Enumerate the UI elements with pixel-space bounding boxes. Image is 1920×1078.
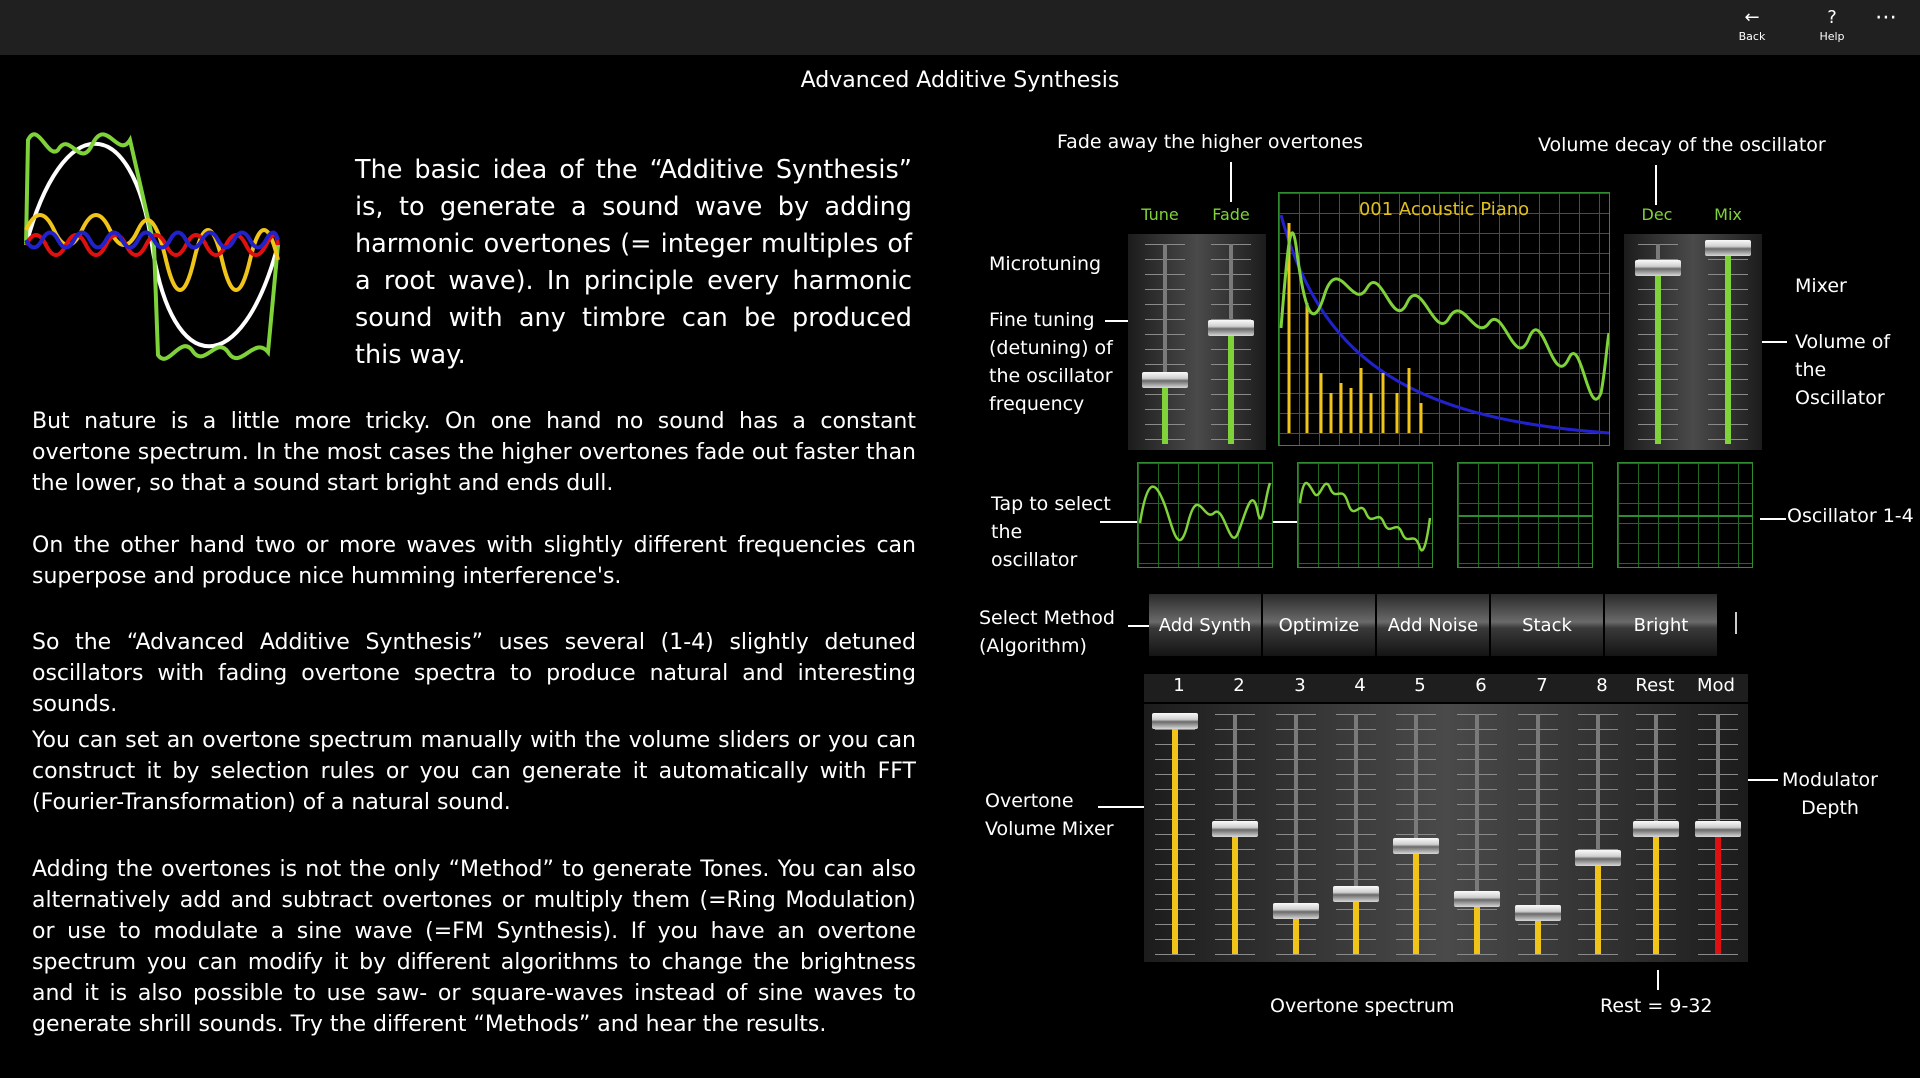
label-mixer: Mixer: [1795, 275, 1847, 297]
slider-fill: [1162, 380, 1168, 444]
more-icon: ⋯: [1875, 5, 1897, 30]
slider-label-mix: Mix: [1714, 205, 1742, 224]
envelope-wave: [1281, 233, 1609, 399]
slider-tick: [1518, 954, 1558, 955]
slider-label-fade: Fade: [1212, 205, 1250, 224]
slider-tick: [1215, 954, 1255, 955]
pointer-line: [1230, 162, 1232, 202]
help-button[interactable]: ? Help: [1802, 8, 1862, 50]
label-select-method: Select Method (Algorithm): [979, 607, 1115, 657]
slider-fill: [1413, 846, 1419, 954]
overtone-label-8: 8: [1596, 675, 1608, 696]
label-tap-select: Tap to select the oscillator: [991, 493, 1111, 571]
method-add-noise-button[interactable]: Add Noise: [1377, 594, 1489, 656]
label-overtone-spectrum: Overtone spectrum: [1270, 995, 1455, 1017]
overtone-label-7: 7: [1536, 675, 1548, 696]
slider-knob[interactable]: [1633, 821, 1679, 837]
slider-knob[interactable]: [1212, 821, 1258, 837]
intro-paragraph: The basic idea of the “Additive Synthesis” is, to generate a sound wave by adding harmonic overtones (= integer multiples of a root wave). In principle every harmonic sound with any timbre can be produced this way.: [355, 155, 912, 370]
label-fine-tuning: Fine tuning (detuning) of the oscillator frequency: [989, 309, 1113, 415]
oscillator-4[interactable]: [1617, 462, 1753, 568]
slider-knob[interactable]: [1393, 838, 1439, 854]
slider-knob[interactable]: [1152, 713, 1198, 729]
slider-tick: [1578, 954, 1618, 955]
method-add-synth-button[interactable]: Add Synth: [1149, 594, 1261, 656]
overtone-label-1: 1: [1173, 675, 1185, 696]
method-optimize-button[interactable]: Optimize: [1263, 594, 1375, 656]
slider-tick: [1276, 954, 1316, 955]
paragraph-3: So the “Advanced Additive Synthesis” uses several (1-4) slightly detuned oscillators with fading overtone spectra to produce natural and interesting sounds.: [32, 630, 916, 717]
slider-knob[interactable]: [1695, 821, 1741, 837]
label-overtone-mixer: Overtone Volume Mixer: [985, 790, 1114, 840]
overtone-label-2: 2: [1233, 675, 1245, 696]
slider-knob[interactable]: [1142, 372, 1188, 388]
slider-fill: [1595, 858, 1601, 954]
label-microtuning: Microtuning: [989, 253, 1102, 275]
label-volume-decay: Volume decay of the oscillator: [1538, 134, 1826, 156]
sine-wave-illustration: [22, 120, 284, 370]
pointer-line: [1657, 970, 1659, 990]
slider-fill: [1655, 268, 1661, 444]
pointer-line: [1760, 518, 1786, 520]
paragraph-5: Adding the overtones is not the only “Method” to generate Tones. You can also alternatively add and subtract overtones or multiply them (=Ring Modulation) or use to modulate a sine wave (=FM Synthesis). If you have an overtone spectrum you can modify it by different algorithms to change the brightness and it is also possible to use saw- or square-waves instead of sine waves to generate shrill sounds. Try the different “Methods” and hear the results.: [32, 857, 916, 1037]
preset-name: 001 Acoustic Piano: [1358, 199, 1530, 220]
arrow-left-icon: ←: [1744, 7, 1760, 28]
label-rest-range: Rest = 9-32: [1600, 995, 1713, 1017]
slider-fill: [1653, 829, 1659, 954]
paragraph-2: On the other hand two or more waves with slightly different frequencies can superpose and produce nice humming interference's.: [32, 533, 916, 589]
slider-fill: [1172, 721, 1178, 954]
oscillator-2-wave: [1298, 463, 1432, 567]
slider-fill: [1474, 899, 1480, 954]
slider-knob[interactable]: [1333, 886, 1379, 902]
method-stack-button[interactable]: Stack: [1491, 594, 1603, 656]
back-button[interactable]: ← Back: [1722, 8, 1782, 50]
slider-tick: [1457, 954, 1497, 955]
oscillator-3[interactable]: [1457, 462, 1593, 568]
title-bar: [0, 0, 1920, 55]
slider-fill: [1725, 248, 1731, 444]
slider-tick: [1636, 954, 1676, 955]
slider-fill: [1715, 829, 1721, 954]
overtone-label-3: 3: [1294, 675, 1306, 696]
scroll-indicator: [1735, 612, 1737, 634]
slider-knob[interactable]: [1273, 903, 1319, 919]
slider-tick: [1698, 954, 1738, 955]
overtone-label-4: 4: [1354, 675, 1366, 696]
label-modulator-depth: Modulator Depth: [1782, 769, 1878, 819]
spectrum-lines: [1289, 223, 1421, 433]
slider-knob[interactable]: [1208, 320, 1254, 336]
waveform-display[interactable]: [1278, 192, 1610, 446]
slider-knob[interactable]: [1705, 240, 1751, 256]
slider-knob[interactable]: [1515, 905, 1561, 921]
oscillator-2[interactable]: [1297, 462, 1433, 568]
slider-knob[interactable]: [1575, 850, 1621, 866]
flat-wave: [1458, 515, 1592, 517]
slider-tick: [1396, 954, 1436, 955]
overtone-label-mod: Mod: [1697, 675, 1735, 696]
label-volume-osc: Volume of the Oscillator: [1795, 331, 1891, 409]
oscillator-1-wave: [1138, 463, 1272, 567]
label-fade-higher: Fade away the higher overtones: [1057, 131, 1363, 153]
label-osc-1-4: Oscillator 1-4: [1787, 505, 1914, 527]
overtone-label-6: 6: [1475, 675, 1487, 696]
slider-fill: [1228, 328, 1234, 444]
flat-wave: [1618, 515, 1752, 517]
oscillator-1[interactable]: [1137, 462, 1273, 568]
slider-fill: [1353, 894, 1359, 954]
slider-label-dec: Dec: [1641, 205, 1673, 224]
paragraph-1: But nature is a little more tricky. On one hand no sound has a constant overtone spectrum. In the most cases the higher overtones fade out faster than the lower, so that a sound start bright and ends dull.: [32, 409, 916, 496]
question-icon: ?: [1827, 7, 1837, 28]
slider-tick: [1155, 954, 1195, 955]
tune-fade-panel: [1128, 234, 1266, 450]
waveform-graph: [1279, 193, 1609, 445]
slider-knob[interactable]: [1454, 891, 1500, 907]
method-bright-button[interactable]: Bright: [1605, 594, 1717, 656]
more-button[interactable]: [1866, 5, 1906, 50]
slider-knob[interactable]: [1635, 260, 1681, 276]
overtone-label-rest: Rest: [1635, 675, 1675, 696]
slider-fill: [1232, 829, 1238, 954]
pointer-line: [1655, 165, 1657, 205]
page-title: Advanced Additive Synthesis: [800, 68, 1120, 93]
slider-label-tune: Tune: [1141, 205, 1179, 224]
overtone-label-5: 5: [1414, 675, 1426, 696]
slider-tick: [1336, 954, 1376, 955]
paragraph-4: You can set an overtone spectrum manually with the volume sliders or you can construct it by selection rules or you can generate it automatically with FFT (Fourier-Transformation) of a natural sound.: [32, 728, 916, 815]
